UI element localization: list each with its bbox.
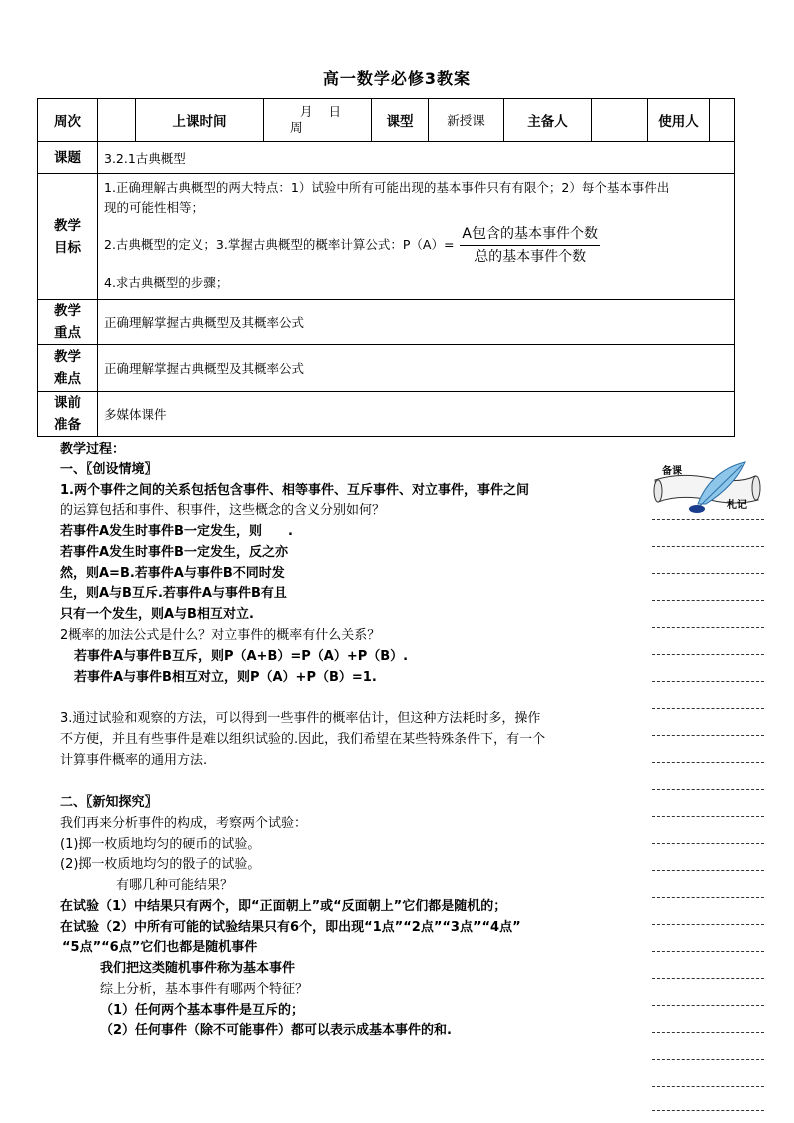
goal-line-1: 1.正确理解古典概型的两大特点：1）试验中所有可能出现的基本事件只有有限个；2）每个基本事件出	[104, 180, 670, 195]
paragraph: 在试验（1）中结果只有两个，即“正面朝上”或“反面朝上”它们都是随机的；	[60, 899, 507, 914]
type-label: 课型	[372, 99, 429, 142]
notes-label-line2: 札记	[727, 500, 747, 511]
difficulty-label	[38, 345, 98, 392]
goals-content	[98, 174, 735, 300]
paragraph: 生，则A与B互斥.若事件A与事件B有且	[60, 586, 287, 601]
paragraph: 综上分析，基本事件有哪两个特征？	[100, 982, 309, 997]
paragraph: 在试验（2）中所有可能的试验结果只有6个，即出现“1点”“2点”“3点”“4点”	[60, 920, 521, 935]
paragraph: 若事件A发生时事件B一定发生，则 .	[60, 524, 293, 539]
notes-line	[652, 978, 764, 979]
key-point-label-line2: 重点	[54, 325, 81, 341]
notes-line	[652, 654, 764, 655]
paragraph: “5点”“6点”它们也都是随机事件	[62, 940, 258, 955]
formula-numerator: A包含的基本事件个数	[460, 224, 600, 246]
paragraph: 1.两个事件之间的关系包括包含事件、相等事件、互斥事件、对立事件，事件之间	[60, 483, 529, 498]
goal-line-2: 现的可能性相等；	[104, 200, 205, 215]
goals-row	[38, 174, 735, 300]
section-1-heading: 一、〖创设情境〗	[60, 462, 158, 477]
notes-line	[652, 627, 764, 628]
paragraph: 我们再来分析事件的构成，考察两个试验：	[60, 816, 308, 831]
difficulty-value: 正确理解掌握古典概型及其概率公式	[98, 345, 735, 392]
page-title: 高一数学必修3教案	[322, 69, 472, 88]
paragraph: 我们把这类随机事件称为基本事件	[100, 961, 296, 976]
time-label: 上课时间	[136, 99, 264, 142]
paragraph: 然，则A=B.若事件A与事件B不同时发	[60, 566, 285, 581]
week-label: 周次	[38, 99, 98, 142]
paragraph: 只有一个发生，则A与B相互对立.	[60, 607, 254, 622]
time-value-month-day: 月 日	[300, 104, 347, 119]
user-value	[710, 99, 735, 142]
prep-value: 多媒体课件	[98, 392, 735, 437]
paragraph: （1）任何两个基本事件是互斥的；	[100, 1003, 305, 1018]
notes-line	[652, 897, 764, 898]
paragraph: 3.通过试验和观察的方法，可以得到一些事件的概率估计，但这种方法耗时多，操作	[60, 711, 541, 726]
goal-line-3	[104, 224, 728, 267]
goal-line-3-text: 2.古典概型的定义；3.掌握古典概型的概率计算公式：P（A）=	[104, 237, 455, 252]
difficulty-row	[38, 345, 735, 392]
notes-line	[652, 681, 764, 682]
difficulty-label-line1: 教学	[54, 349, 81, 365]
paragraph: 不方便，并且有些事件是难以组织试验的.因此，我们希望在某些特殊条件下，有一个	[60, 732, 546, 747]
lead-label: 主备人	[504, 99, 592, 142]
lead-value	[592, 99, 648, 142]
prep-row	[38, 392, 735, 437]
time-value	[264, 99, 372, 142]
user-label: 使用人	[648, 99, 710, 142]
paragraph: （2）任何事件（除不可能事件）都可以表示成基本事件的和.	[100, 1023, 452, 1038]
probability-formula	[460, 224, 600, 267]
notes-line	[652, 600, 764, 601]
paragraph: 2概率的加法公式是什么？对立事件的概率有什么关系？	[60, 628, 381, 643]
notes-line	[652, 924, 764, 925]
notes-line	[652, 1005, 764, 1006]
notes-line	[652, 708, 764, 709]
prep-label-line2: 准备	[54, 417, 81, 433]
goals-label	[38, 174, 98, 300]
process-heading: 教学过程：	[60, 442, 126, 457]
paragraph: (2)掷一枚质地均匀的骰子的试验。	[60, 857, 261, 872]
notes-line	[652, 735, 764, 736]
key-point-value: 正确理解掌握古典概型及其概率公式	[98, 300, 735, 345]
paragraph: 若事件A发生时事件B一定发生，反之亦	[60, 545, 288, 560]
notes-line	[652, 573, 764, 574]
notes-line	[652, 1032, 764, 1033]
topic-label: 课题	[38, 142, 98, 174]
goal-line-4: 4.求古典概型的步骤；	[104, 275, 229, 290]
notes-line	[652, 762, 764, 763]
type-value: 新授课	[429, 99, 504, 142]
section-2-heading: 二、〖新知探究〗	[60, 795, 158, 810]
goals-label-line1: 教学	[54, 217, 81, 234]
time-value-week: 周	[290, 120, 303, 135]
notes-line	[652, 1086, 764, 1087]
week-value	[98, 99, 136, 142]
notes-line	[652, 816, 764, 817]
notes-line	[652, 1110, 764, 1111]
notes-line	[652, 1059, 764, 1060]
notes-label-line1: 备课	[662, 466, 682, 477]
formula-denominator: 总的基本事件个数	[474, 249, 587, 265]
notes-line	[652, 951, 764, 952]
paragraph: 若事件A与事件B相互对立，则P（A）+P（B）=1.	[74, 670, 377, 685]
header-row	[38, 99, 735, 142]
notes-line	[652, 519, 764, 520]
paragraph: (1)掷一枚质地均匀的硬币的试验。	[60, 837, 261, 852]
notes-line	[652, 789, 764, 790]
notes-line	[652, 870, 764, 871]
prep-label	[38, 392, 98, 437]
key-point-label	[38, 300, 98, 345]
notes-sidebar	[650, 460, 765, 519]
difficulty-label-line2: 难点	[54, 371, 81, 387]
paragraph: 若事件A与事件B互斥，则P（A+B）=P（A）+P（B）.	[74, 649, 409, 664]
notes-line	[652, 843, 764, 844]
prep-label-line1: 课前	[54, 395, 81, 411]
notes-line	[652, 546, 764, 547]
topic-row	[38, 142, 735, 174]
paragraph: 有哪几种可能结果？	[116, 878, 234, 893]
lesson-info-table	[37, 98, 735, 437]
key-point-row	[38, 300, 735, 345]
topic-value: 3.2.1古典概型	[98, 142, 735, 174]
goals-label-line2: 目标	[54, 239, 81, 256]
key-point-label-line1: 教学	[54, 303, 81, 319]
paragraph: 计算事件概率的通用方法.	[60, 753, 208, 768]
paragraph: 的运算包括和事件、积事件，这些概念的含义分别如何？	[60, 503, 386, 518]
